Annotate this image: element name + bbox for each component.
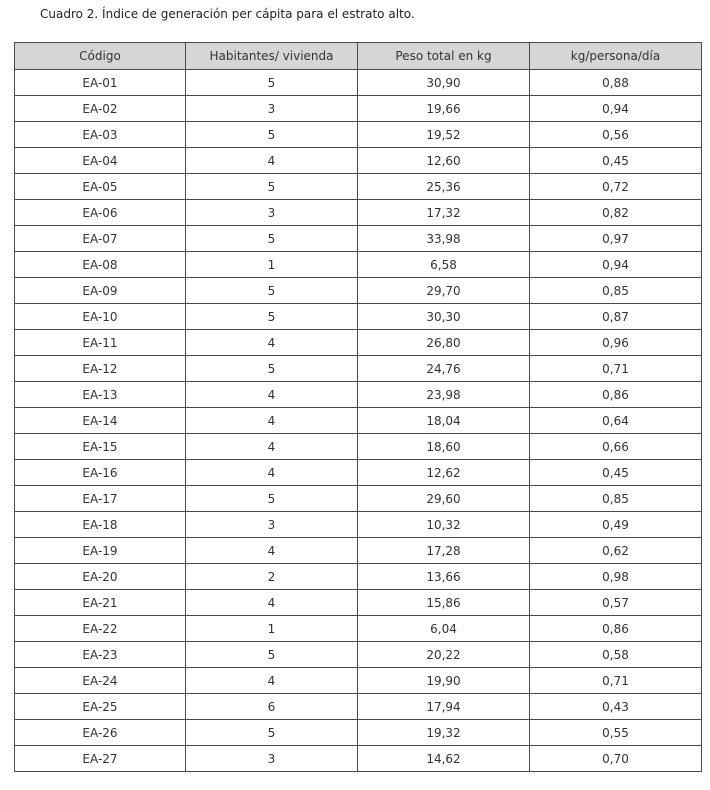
cell-habitantes: 4 — [186, 668, 358, 694]
cell-codigo: EA-19 — [15, 538, 186, 564]
cell-peso-total: 29,70 — [358, 278, 530, 304]
cell-kg-persona-dia: 0,98 — [530, 564, 702, 590]
cell-codigo: EA-16 — [15, 460, 186, 486]
table-row — [15, 538, 702, 564]
table-row — [15, 200, 702, 226]
table-row — [15, 356, 702, 382]
cell-codigo: EA-07 — [15, 226, 186, 252]
table-row — [15, 96, 702, 122]
cell-habitantes: 4 — [186, 382, 358, 408]
table-row — [15, 122, 702, 148]
header-kg-persona-dia: kg/persona/día — [530, 43, 702, 70]
cell-peso-total: 6,04 — [358, 616, 530, 642]
cell-habitantes: 5 — [186, 642, 358, 668]
table-header-row — [15, 43, 702, 70]
cell-codigo: EA-23 — [15, 642, 186, 668]
cell-kg-persona-dia: 0,55 — [530, 720, 702, 746]
table-row — [15, 642, 702, 668]
table-row — [15, 512, 702, 538]
cell-kg-persona-dia: 0,49 — [530, 512, 702, 538]
cell-kg-persona-dia: 0,45 — [530, 460, 702, 486]
cell-peso-total: 19,32 — [358, 720, 530, 746]
cell-codigo: EA-21 — [15, 590, 186, 616]
cell-habitantes: 5 — [186, 486, 358, 512]
cell-habitantes: 5 — [186, 304, 358, 330]
table-row — [15, 304, 702, 330]
table-row — [15, 720, 702, 746]
cell-peso-total: 24,76 — [358, 356, 530, 382]
table-row — [15, 148, 702, 174]
table-row — [15, 460, 702, 486]
cell-codigo: EA-24 — [15, 668, 186, 694]
header-peso-total: Peso total en kg — [358, 43, 530, 70]
cell-habitantes: 1 — [186, 616, 358, 642]
table-row — [15, 252, 702, 278]
cell-peso-total: 15,86 — [358, 590, 530, 616]
cell-kg-persona-dia: 0,64 — [530, 408, 702, 434]
cell-habitantes: 5 — [186, 278, 358, 304]
cell-codigo: EA-15 — [15, 434, 186, 460]
cell-habitantes: 3 — [186, 746, 358, 772]
cell-kg-persona-dia: 0,43 — [530, 694, 702, 720]
cell-codigo: EA-05 — [15, 174, 186, 200]
cell-habitantes: 1 — [186, 252, 358, 278]
table-row — [15, 486, 702, 512]
cell-kg-persona-dia: 0,62 — [530, 538, 702, 564]
cell-kg-persona-dia: 0,86 — [530, 382, 702, 408]
cell-codigo: EA-18 — [15, 512, 186, 538]
cell-habitantes: 5 — [186, 356, 358, 382]
cell-kg-persona-dia: 0,82 — [530, 200, 702, 226]
cell-peso-total: 12,60 — [358, 148, 530, 174]
cell-habitantes: 5 — [186, 70, 358, 96]
cell-peso-total: 12,62 — [358, 460, 530, 486]
cell-kg-persona-dia: 0,94 — [530, 252, 702, 278]
cell-codigo: EA-04 — [15, 148, 186, 174]
cell-habitantes: 4 — [186, 148, 358, 174]
cell-codigo: EA-01 — [15, 70, 186, 96]
table-row — [15, 434, 702, 460]
cell-peso-total: 30,30 — [358, 304, 530, 330]
cell-peso-total: 18,04 — [358, 408, 530, 434]
cell-kg-persona-dia: 0,86 — [530, 616, 702, 642]
cell-habitantes: 6 — [186, 694, 358, 720]
cell-kg-persona-dia: 0,72 — [530, 174, 702, 200]
cell-codigo: EA-03 — [15, 122, 186, 148]
table-row — [15, 330, 702, 356]
cell-habitantes: 4 — [186, 590, 358, 616]
table-row — [15, 694, 702, 720]
cell-habitantes: 4 — [186, 330, 358, 356]
cell-kg-persona-dia: 0,70 — [530, 746, 702, 772]
cell-codigo: EA-02 — [15, 96, 186, 122]
cell-habitantes: 4 — [186, 538, 358, 564]
cell-kg-persona-dia: 0,57 — [530, 590, 702, 616]
cell-peso-total: 25,36 — [358, 174, 530, 200]
cell-habitantes: 5 — [186, 174, 358, 200]
cell-habitantes: 3 — [186, 200, 358, 226]
cell-kg-persona-dia: 0,56 — [530, 122, 702, 148]
cell-codigo: EA-08 — [15, 252, 186, 278]
header-habitantes: Habitantes/ vivienda — [186, 43, 358, 70]
cell-peso-total: 13,66 — [358, 564, 530, 590]
cell-habitantes: 3 — [186, 96, 358, 122]
cell-habitantes: 5 — [186, 720, 358, 746]
table-row — [15, 226, 702, 252]
header-codigo: Código — [15, 43, 186, 70]
cell-peso-total: 30,90 — [358, 70, 530, 96]
cell-kg-persona-dia: 0,71 — [530, 668, 702, 694]
cell-peso-total: 20,22 — [358, 642, 530, 668]
cell-habitantes: 5 — [186, 226, 358, 252]
cell-kg-persona-dia: 0,66 — [530, 434, 702, 460]
cell-kg-persona-dia: 0,85 — [530, 486, 702, 512]
cell-codigo: EA-22 — [15, 616, 186, 642]
table-row — [15, 278, 702, 304]
cell-codigo: EA-14 — [15, 408, 186, 434]
table-row — [15, 668, 702, 694]
cell-habitantes: 2 — [186, 564, 358, 590]
cell-peso-total: 14,62 — [358, 746, 530, 772]
cell-codigo: EA-26 — [15, 720, 186, 746]
cell-peso-total: 17,32 — [358, 200, 530, 226]
cell-codigo: EA-25 — [15, 694, 186, 720]
table-caption: Cuadro 2. Índice de generación per cápita para el estrato alto. — [40, 7, 415, 21]
cell-peso-total: 19,90 — [358, 668, 530, 694]
cell-codigo: EA-20 — [15, 564, 186, 590]
table-row — [15, 408, 702, 434]
cell-habitantes: 4 — [186, 408, 358, 434]
cell-peso-total: 29,60 — [358, 486, 530, 512]
cell-habitantes: 5 — [186, 122, 358, 148]
cell-kg-persona-dia: 0,85 — [530, 278, 702, 304]
cell-peso-total: 33,98 — [358, 226, 530, 252]
cell-kg-persona-dia: 0,94 — [530, 96, 702, 122]
cell-codigo: EA-11 — [15, 330, 186, 356]
cell-peso-total: 17,28 — [358, 538, 530, 564]
cell-codigo: EA-27 — [15, 746, 186, 772]
table-row — [15, 174, 702, 200]
table-row — [15, 746, 702, 772]
table-row — [15, 590, 702, 616]
table-body — [15, 70, 702, 772]
cell-codigo: EA-10 — [15, 304, 186, 330]
table-row — [15, 564, 702, 590]
cell-codigo: EA-06 — [15, 200, 186, 226]
cell-codigo: EA-13 — [15, 382, 186, 408]
cell-habitantes: 4 — [186, 434, 358, 460]
cell-peso-total: 18,60 — [358, 434, 530, 460]
cell-kg-persona-dia: 0,88 — [530, 70, 702, 96]
cell-peso-total: 17,94 — [358, 694, 530, 720]
cell-peso-total: 6,58 — [358, 252, 530, 278]
cell-peso-total: 23,98 — [358, 382, 530, 408]
cell-kg-persona-dia: 0,45 — [530, 148, 702, 174]
cell-peso-total: 26,80 — [358, 330, 530, 356]
table-row — [15, 382, 702, 408]
cell-habitantes: 3 — [186, 512, 358, 538]
cell-kg-persona-dia: 0,97 — [530, 226, 702, 252]
cell-peso-total: 10,32 — [358, 512, 530, 538]
cell-codigo: EA-17 — [15, 486, 186, 512]
cell-codigo: EA-12 — [15, 356, 186, 382]
cell-kg-persona-dia: 0,96 — [530, 330, 702, 356]
cell-codigo: EA-09 — [15, 278, 186, 304]
table-row — [15, 70, 702, 96]
cell-peso-total: 19,52 — [358, 122, 530, 148]
generation-index-table — [14, 42, 702, 772]
cell-kg-persona-dia: 0,58 — [530, 642, 702, 668]
cell-kg-persona-dia: 0,71 — [530, 356, 702, 382]
cell-peso-total: 19,66 — [358, 96, 530, 122]
cell-kg-persona-dia: 0,87 — [530, 304, 702, 330]
table-row — [15, 616, 702, 642]
cell-habitantes: 4 — [186, 460, 358, 486]
